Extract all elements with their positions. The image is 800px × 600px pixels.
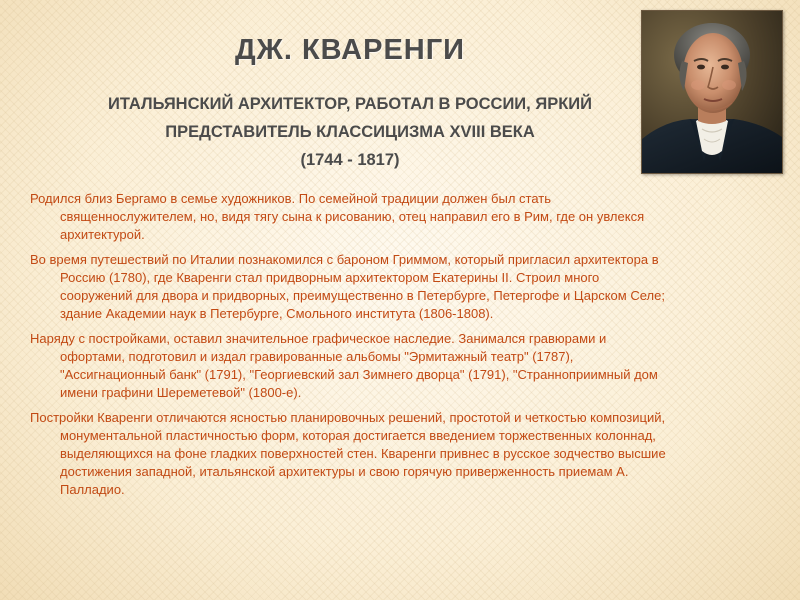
- subtitle-dates: (1744 - 1817): [300, 151, 400, 169]
- biography-paragraph: Во время путешествий по Италии познакомился с бароном Гриммом, который пригласил архитектора в Россию (1780), где Кваренги стал придворным архитектором Екатерины II. Строил много сооружений для двора и придворных, преимущественно в Петербурге, Петергофе и Царском Селе; здание Академии наук в Петербурге, Смольного института (1806-1808).: [30, 252, 665, 321]
- biography-text: [30, 190, 670, 506]
- subtitle-line: ИТАЛЬЯНСКИЙ АРХИТЕКТОР, РАБОТАЛ В РОССИИ, ЯРКИЙ: [108, 95, 592, 113]
- biography-paragraph: Родился близ Бергамо в семье художников. По семейной традиции должен был стать священнослужителем, но, видя тягу сына к рисованию, отец направил его в Рим, где он увлекся архитектурой.: [30, 191, 645, 242]
- slide-title: ДЖ. КВАРЕНГИ: [234, 34, 466, 66]
- subtitle-line: ПРЕДСТАВИТЕЛЬ КЛАССИЦИЗМА XVIII ВЕКА: [165, 123, 535, 141]
- biography-paragraph: Наряду с постройками, оставил значительное графическое наследие. Занимался гравюрами и офортами, подготовил и издал гравированные альбомы "Эрмитажный театр" (1787), "Ассигнационный банк" (1791), "Георгиевский зал Зимнего дворца" (1791), "Странноприимный дом имени графини Шереметевой" (1800-е).: [30, 331, 658, 400]
- portrait-image: [641, 10, 783, 174]
- portrait-illustration: [642, 11, 782, 173]
- slide-subtitle: [20, 90, 680, 174]
- biography-paragraph: Постройки Кваренги отличаются ясностью планировочных решений, простотой и четкостью композиций, монументальной пластичностью форм, которая достигается введением торжественных колоннад, выделяющихся на фоне гладких поверхностей стен. Кваренги привнес в русское зодчество высшие достижения западной, итальянской архитектуры и свою горячую приверженность приемам А. Палладио.: [30, 410, 666, 497]
